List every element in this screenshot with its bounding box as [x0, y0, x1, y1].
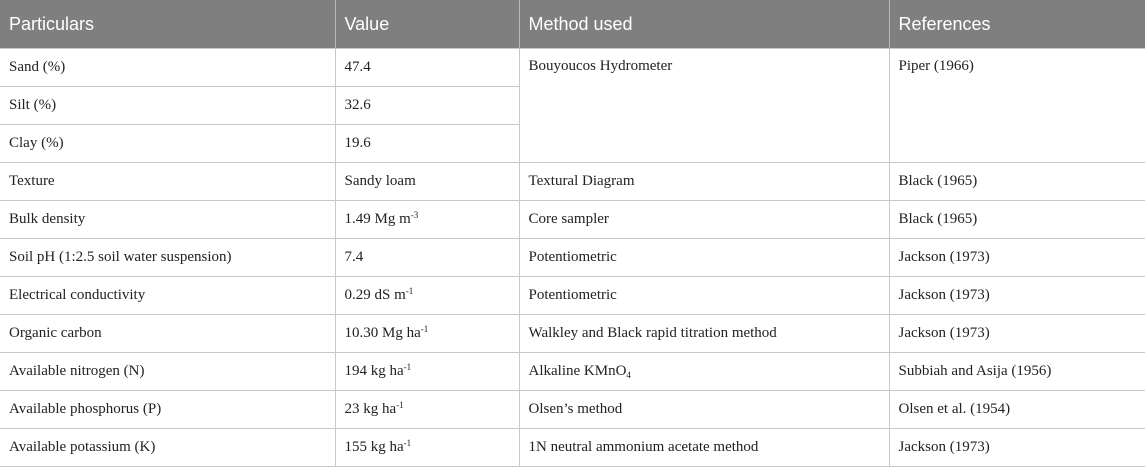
cell-particular: Available potassium (K): [0, 429, 335, 467]
cell-value: [335, 277, 519, 315]
cell-particular: Bulk density: [0, 201, 335, 239]
cell-method: Core sampler: [519, 201, 889, 239]
cell-particular: Texture: [0, 163, 335, 201]
value-exponent: -1: [405, 286, 414, 296]
value-exponent: -1: [420, 324, 429, 334]
value-text: 155 kg ha: [344, 439, 404, 455]
cell-method: 1N neutral ammonium acetate method: [519, 429, 889, 467]
cell-value: [335, 201, 519, 239]
cell-reference: Subbiah and Asija (1956): [889, 353, 1145, 391]
cell-reference: Olsen et al. (1954): [889, 391, 1145, 429]
cell-particular: Sand (%): [0, 49, 335, 87]
header-method-used: Method used: [519, 0, 889, 49]
table-row: [0, 163, 1145, 201]
value-exponent: -1: [403, 438, 412, 448]
cell-particular: Available phosphorus (P): [0, 391, 335, 429]
cell-particular: Clay (%): [0, 125, 335, 163]
cell-value: 47.4: [335, 49, 519, 87]
cell-reference: Jackson (1973): [889, 315, 1145, 353]
cell-method: Olsen’s method: [519, 391, 889, 429]
table-row: [0, 49, 1145, 87]
header-particulars: Particulars: [0, 0, 335, 49]
table-row: [0, 391, 1145, 429]
cell-reference: Black (1965): [889, 163, 1145, 201]
value-text: 10.30 Mg ha: [344, 325, 421, 341]
cell-method: [519, 353, 889, 391]
cell-reference: Piper (1966): [889, 49, 1145, 163]
table-row: [0, 315, 1145, 353]
cell-particular: Available nitrogen (N): [0, 353, 335, 391]
cell-value: Sandy loam: [335, 163, 519, 201]
header-value: Value: [335, 0, 519, 49]
table-row: [0, 201, 1145, 239]
cell-particular: Organic carbon: [0, 315, 335, 353]
cell-method: Textural Diagram: [519, 163, 889, 201]
value-text: 1.49 Mg m: [344, 211, 411, 227]
value-exponent: -3: [410, 210, 419, 220]
cell-value: 7.4: [335, 239, 519, 277]
cell-value: [335, 315, 519, 353]
cell-value: [335, 429, 519, 467]
value-exponent: -1: [396, 400, 404, 410]
cell-particular: Electrical conductivity: [0, 277, 335, 315]
cell-method: Bouyoucos Hydrometer: [519, 49, 889, 163]
table-row: [0, 277, 1145, 315]
cell-value: 32.6: [335, 87, 519, 125]
header-references: References: [889, 0, 1145, 49]
cell-value: [335, 391, 519, 429]
cell-value: 19.6: [335, 125, 519, 163]
cell-method: Potentiometric: [519, 277, 889, 315]
method-subscript: 4: [626, 370, 631, 380]
cell-reference: Jackson (1973): [889, 239, 1145, 277]
cell-reference: Jackson (1973): [889, 277, 1145, 315]
cell-method: Walkley and Black rapid titration method: [519, 315, 889, 353]
table-header-row: [0, 0, 1145, 49]
cell-particular: Soil pH (1:2.5 soil water suspension): [0, 239, 335, 277]
table-row: [0, 353, 1145, 391]
cell-reference: Jackson (1973): [889, 429, 1145, 467]
value-text: 23 kg ha: [344, 401, 397, 417]
table-row: [0, 429, 1145, 467]
cell-particular: Silt (%): [0, 87, 335, 125]
value-text: 0.29 dS m: [344, 287, 406, 303]
value-text: 194 kg ha: [344, 363, 404, 379]
table-row: [0, 239, 1145, 277]
cell-reference: Black (1965): [889, 201, 1145, 239]
cell-method: Potentiometric: [519, 239, 889, 277]
value-exponent: -1: [403, 362, 412, 372]
method-text: Alkaline KMnO: [528, 363, 627, 379]
cell-value: [335, 353, 519, 391]
